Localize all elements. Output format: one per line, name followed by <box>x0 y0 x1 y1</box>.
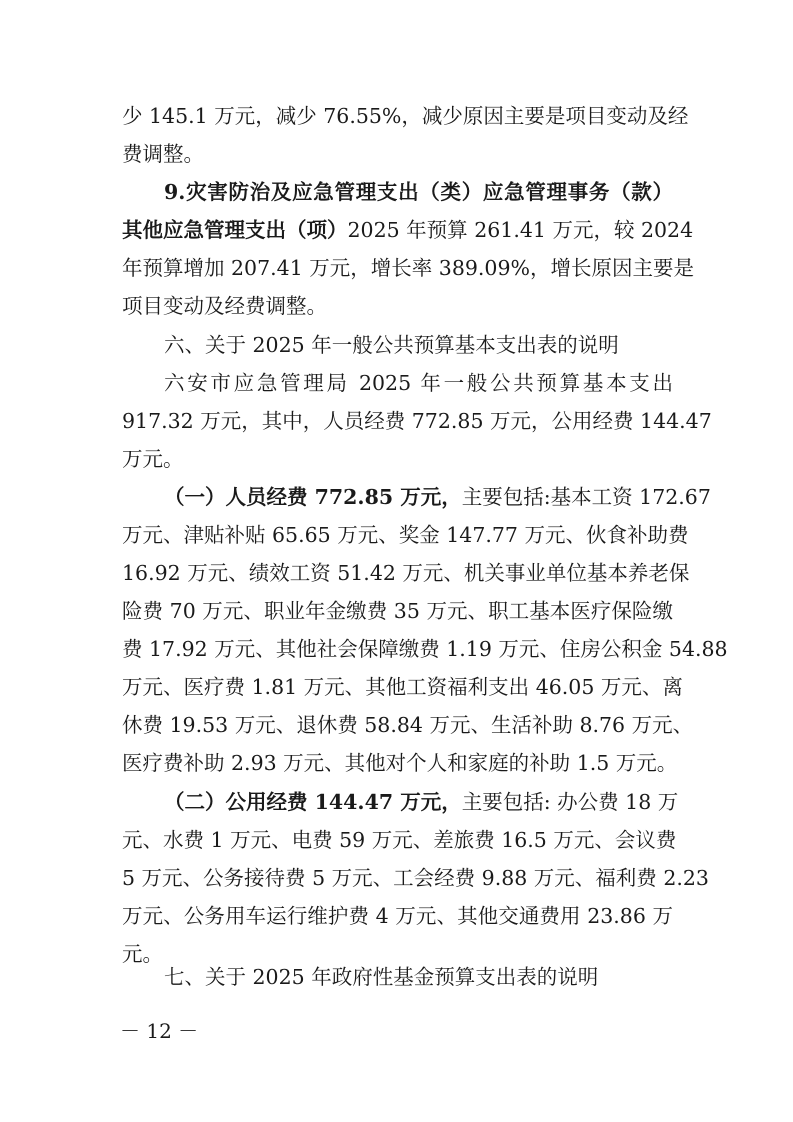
paragraph-line <box>164 787 679 817</box>
bold-heading-fragment: （一）人员经费 772.85 万元， <box>164 485 462 509</box>
section-heading-7: 七、关于 2025 年政府性基金预算支出表的说明 <box>164 965 599 989</box>
paragraph-line: 万元。 <box>122 447 184 471</box>
text-fragment: 主要包括:基本工资 172.67 <box>461 485 711 509</box>
paragraph-line: 险费 70 万元、职业年金缴费 35 万元、职工基本医疗保险缴 <box>122 599 673 623</box>
page-number: － 12 － <box>120 1019 199 1043</box>
paragraph-line <box>164 482 711 512</box>
paragraph-line: 休费 19.53 万元、退休费 58.84 万元、生活补助 8.76 万元、 <box>122 713 694 737</box>
text-fragment: 主要包括: 办公费 18 万 <box>461 790 679 814</box>
paragraph-line: 5 万元、公务接待费 5 万元、工会经费 9.88 万元、福利费 2.23 <box>122 866 709 890</box>
bold-heading-fragment: 其他应急管理支出（项） <box>122 218 348 242</box>
paragraph-line: 元、水费 1 万元、电费 59 万元、差旅费 16.5 万元、会议费 <box>122 828 677 852</box>
paragraph-line: 16.92 万元、绩效工资 51.42 万元、机关事业单位基本养老保 <box>122 561 690 585</box>
paragraph-line: 少 145.1 万元，减少 76.55%，减少原因主要是项目变动及经 <box>122 104 689 128</box>
bold-heading-fragment: （二）公用经费 144.47 万元， <box>164 790 462 814</box>
paragraph-line: 费 17.92 万元、其他社会保障缴费 1.19 万元、住房公积金 54.88 <box>122 637 728 661</box>
paragraph-line: 医疗费补助 2.93 万元、其他对个人和家庭的补助 1.5 万元。 <box>122 751 678 775</box>
text-fragment: 2025 年预算 261.41 万元，较 2024 <box>347 218 694 242</box>
paragraph-line <box>122 215 694 245</box>
section-heading-9: 9.灾害防治及应急管理支出（类）应急管理事务（款） <box>164 180 673 204</box>
paragraph-line: 六安市应急管理局 2025 年一般公共预算基本支出 <box>164 371 673 395</box>
paragraph-line: 万元、医疗费 1.81 万元、其他工资福利支出 46.05 万元、离 <box>122 675 683 699</box>
paragraph-line: 万元、津贴补贴 65.65 万元、奖金 147.77 万元、伙食补助费 <box>122 523 689 547</box>
paragraph-line: 917.32 万元，其中，人员经费 772.85 万元，公用经费 144.47 <box>122 409 712 433</box>
paragraph-line: 费调整。 <box>122 142 204 166</box>
paragraph-line: 万元、公务用车运行维护费 4 万元、其他交通费用 23.86 万 <box>122 904 673 928</box>
paragraph-line: 元。 <box>122 942 163 966</box>
paragraph-line: 项目变动及经费调整。 <box>122 294 327 318</box>
paragraph-line: 年预算增加 207.41 万元，增长率 389.09%，增长原因主要是 <box>122 256 694 280</box>
section-heading-6: 六、关于 2025 年一般公共预算基本支出表的说明 <box>164 333 619 357</box>
